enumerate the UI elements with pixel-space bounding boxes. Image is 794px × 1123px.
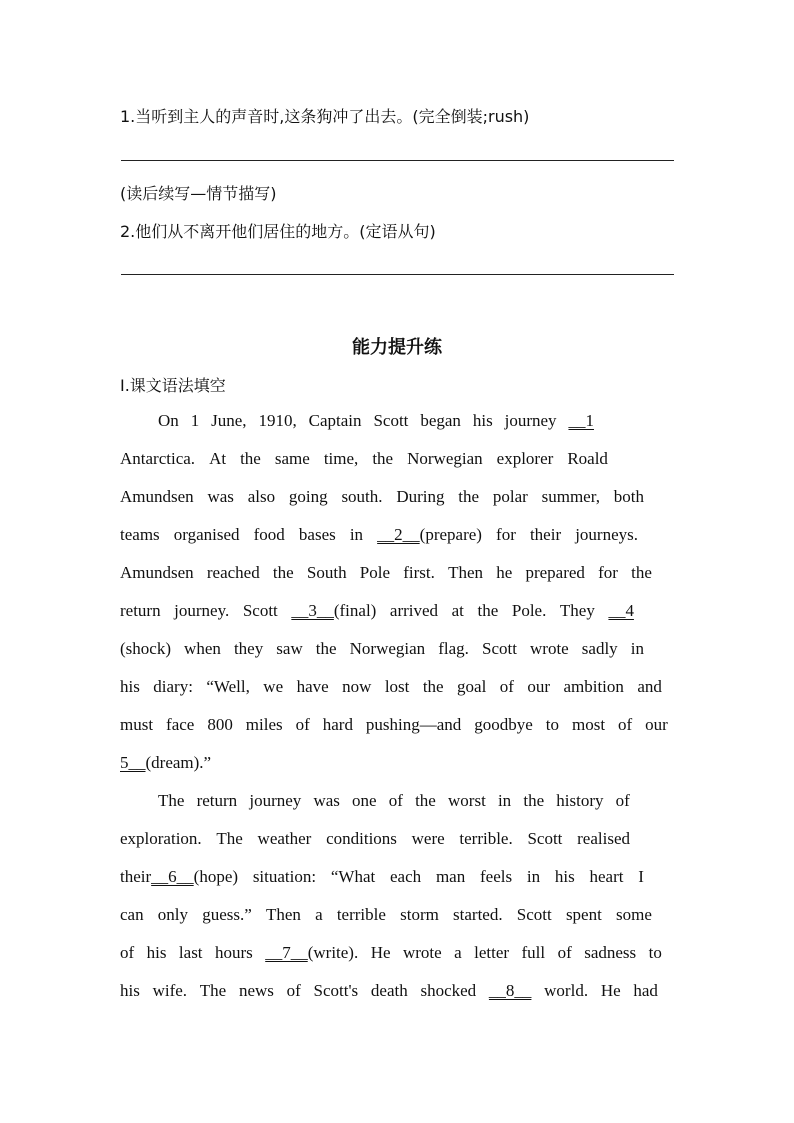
passage-line: Amundsen reached the South Pole first. Then he prepared for the xyxy=(120,563,652,582)
blank-7[interactable]: __7__ xyxy=(265,943,308,962)
blank-3[interactable]: __3__ xyxy=(291,601,334,620)
passage-line: can only guess.” Then a terrible storm started. Scott spent some xyxy=(120,905,652,924)
passage-line: exploration. The weather conditions were terrible. Scott realised xyxy=(120,829,630,848)
passage-line: 5__ (dream).” xyxy=(120,753,212,772)
blank-1[interactable]: __1 xyxy=(568,411,594,430)
blank-4[interactable]: __4 xyxy=(608,601,634,620)
passage-line: must face 800 miles of hard pushing—and goodbye to most of our xyxy=(120,715,668,734)
section-title: Ⅰ.课文语法填空 xyxy=(120,376,226,395)
question-1: 1.当听到主人的声音时,这条狗冲了出去。(完全倒装;rush) xyxy=(120,107,530,126)
blank-8[interactable]: __8__ xyxy=(488,981,532,1000)
passage-line: Antarctica. At the same time, the Norwegian explorer Roald xyxy=(120,449,608,468)
answer-line-1[interactable] xyxy=(121,160,674,161)
passage-line: Amundsen was also going south. During the polar summer, both xyxy=(120,487,644,506)
passage-line: his wife. The news of Scott's death shocked __8__ world. He had xyxy=(120,981,658,1000)
passage-line: his diary: “Well, we have now lost the goal of our ambition and xyxy=(120,677,662,696)
page-heading: 能力提升练 xyxy=(352,337,442,358)
passage-line: their__6__(hope) situation: “What each man feels in his heart I xyxy=(120,867,644,886)
passage-line: teams organised food bases in __2__(prepare) for their journeys. xyxy=(120,525,638,544)
passage-line: return journey. Scott __3__(final) arrived at the Pole. They __4 xyxy=(120,601,634,620)
answer-line-2[interactable] xyxy=(121,274,674,275)
passage-line: of his last hours __7__(write). He wrote a letter full of sadness to xyxy=(120,943,662,962)
passage-line: (shock) when they saw the Norwegian flag. Scott wrote sadly in xyxy=(120,639,644,658)
passage-line: The return journey was one of the worst in the history of xyxy=(158,791,630,810)
section-note: (读后续写—情节描写) xyxy=(120,184,277,203)
blank-2[interactable]: __2__ xyxy=(377,525,420,544)
blank-5[interactable]: 5__ xyxy=(120,753,146,772)
blank-6[interactable]: __6__ xyxy=(151,867,194,886)
passage-line: On 1 June, 1910, Captain Scott began his journey __1 xyxy=(158,411,594,430)
question-2: 2.他们从不离开他们居住的地方。(定语从句) xyxy=(120,222,436,241)
